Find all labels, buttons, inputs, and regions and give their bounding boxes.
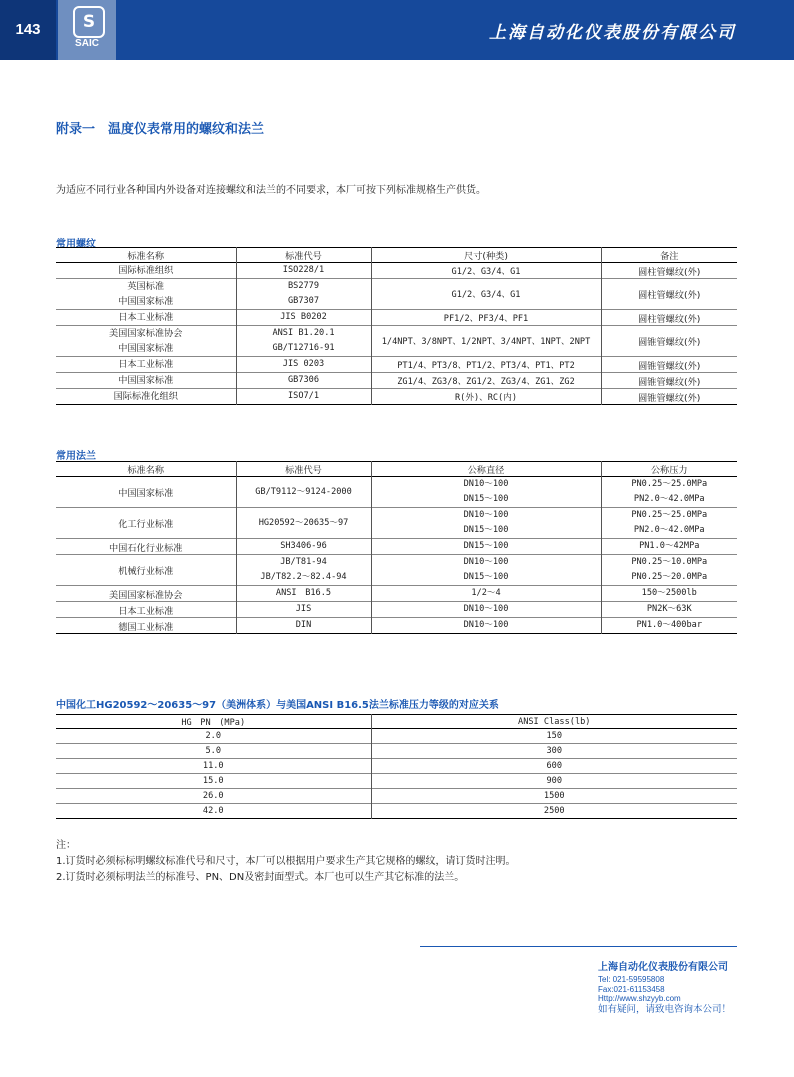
table-row <box>56 729 737 744</box>
threads-header-code: 标准代号 <box>236 248 371 263</box>
flange-dn <box>371 508 601 539</box>
table-row <box>56 508 737 539</box>
flange-pn-line: PN2.0～42.0MPa <box>633 494 705 504</box>
thread-note: 圆柱管螺纹(外) <box>601 263 737 279</box>
flange-dn-line: DN15～100 <box>463 541 509 551</box>
thread-name-line: 美国国家标准协会 <box>109 328 183 339</box>
thread-name-line: 日本工业标准 <box>118 312 174 323</box>
ansi-class-value: 600 <box>371 759 737 774</box>
thread-name-line: 中国国家标准 <box>118 296 174 307</box>
ansi-class-value: 1500 <box>371 789 737 804</box>
thread-code-line: JIS B0202 <box>280 312 327 322</box>
thread-code-line: ISO228/1 <box>282 265 325 275</box>
flange-dn-line: 1/2～4 <box>471 588 501 598</box>
flange-dn-line: DN15～100 <box>463 525 509 535</box>
table-row <box>56 477 737 508</box>
table-row <box>56 263 737 279</box>
flanges-section-title: 常用法兰 <box>56 451 96 462</box>
threads-header-size: 尺寸(种类) <box>371 248 601 263</box>
flange-pn <box>601 508 737 539</box>
flange-name: 化工行业标准 <box>118 519 174 530</box>
flange-name: 中国石化行业标准 <box>109 542 183 554</box>
thread-size: PT1/4、PT3/8、PT1/2、PT3/4、PT1、PT2 <box>371 357 601 373</box>
footer-web[interactable]: Http://www.shzyyb.com <box>598 994 681 1003</box>
note-item: 1.订货时必须标标明螺纹标准代号和尺寸，本厂可以根据用户要求生产其它规格的螺纹，请订货时注明。 <box>56 856 516 867</box>
pressure-table <box>56 714 737 819</box>
thread-name-line: 国际标准化组织 <box>113 391 178 402</box>
flange-dn <box>371 477 601 508</box>
thread-code-line: JIS 0203 <box>282 359 325 369</box>
page-header <box>0 0 794 60</box>
flange-code <box>236 586 371 602</box>
notes-label: 注： <box>56 840 76 851</box>
flange-pn-line: PN2K～63K <box>646 604 692 614</box>
flange-dn-line: DN10～100 <box>463 620 509 630</box>
table-row <box>56 759 737 774</box>
thread-code-line: BS2779 <box>287 281 320 291</box>
thread-code <box>236 389 371 405</box>
footer-tel: Tel: 021-59595808 <box>598 975 665 984</box>
footer-fax: Fax:021-61153458 <box>598 984 665 994</box>
table-row <box>56 310 737 326</box>
flange-dn-line: DN15～100 <box>463 494 509 504</box>
flange-dn <box>371 618 601 634</box>
thread-name <box>56 326 236 357</box>
thread-code-line: ANSI B1.20.1 <box>272 328 335 338</box>
table-row <box>56 539 737 555</box>
flange-pn-line: 150～2500lb <box>641 588 697 598</box>
intro-text: 为适应不同行业各种国内外设备对连接螺纹和法兰的不同要求，本厂可按下列标准规格生产供货。 <box>56 185 486 196</box>
flange-code <box>236 539 371 555</box>
thread-note: 圆柱管螺纹(外) <box>601 279 737 310</box>
page-number: 143 <box>0 0 56 60</box>
saic-logo-icon: S <box>73 6 105 38</box>
threads-header-name: 标准名称 <box>127 251 165 262</box>
footer-company: 上海自动化仪表股份有限公司 <box>598 962 728 973</box>
ansi-class-value: 150 <box>371 729 737 744</box>
thread-code <box>236 310 371 326</box>
flange-pn <box>601 555 737 586</box>
flange-code <box>236 602 371 618</box>
flange-dn-line: DN10～100 <box>463 510 509 520</box>
thread-code-line: ISO7/1 <box>287 391 320 401</box>
flange-dn <box>371 602 601 618</box>
flange-code-line: JIS <box>295 604 312 614</box>
flange-name: 日本工业标准 <box>118 605 174 617</box>
flange-pn-line: PN0.25～10.0MPa <box>631 557 708 567</box>
threads-header-note: 备注 <box>601 248 737 263</box>
flanges-header-pn: 公称压力 <box>601 462 737 477</box>
thread-name-line: 中国国家标准 <box>118 343 174 354</box>
hg-pn-value: 5.0 <box>205 746 222 756</box>
flanges-table <box>56 461 737 634</box>
flange-dn-line: DN10～100 <box>463 479 509 489</box>
thread-name-line: 国际标准组织 <box>118 265 174 276</box>
thread-code <box>236 373 371 389</box>
flanges-header-code: 标准代号 <box>236 462 371 477</box>
flange-code <box>236 508 371 539</box>
thread-note: 圆柱管螺纹(外) <box>601 310 737 326</box>
flange-name: 美国国家标准协会 <box>109 589 183 601</box>
flange-code <box>236 477 371 508</box>
thread-code <box>236 326 371 357</box>
flange-code-line: SH3406-96 <box>280 541 327 551</box>
table-row <box>56 373 737 389</box>
thread-size: R(外)、RC(内) <box>371 389 601 405</box>
thread-note: 圆锥管螺纹(外) <box>601 326 737 357</box>
company-name: 上海自动化仪表股份有限公司 <box>489 23 736 43</box>
thread-code-line: GB/T12716-91 <box>272 343 335 353</box>
table-row <box>56 389 737 405</box>
ansi-class-value: 900 <box>371 774 737 789</box>
flanges-header-name: 标准名称 <box>127 465 165 476</box>
flange-code-line: JB/T82.2～82.4-94 <box>260 572 347 582</box>
thread-note: 圆锥管螺纹(外) <box>601 389 737 405</box>
table-row <box>56 555 737 586</box>
table-row <box>56 744 737 759</box>
saic-logo <box>58 0 116 60</box>
flange-pn <box>601 539 737 555</box>
table-row <box>56 326 737 357</box>
hg-pn-value: 26.0 <box>202 791 224 801</box>
thread-note: 圆锥管螺纹(外) <box>601 373 737 389</box>
table-row <box>56 789 737 804</box>
flange-pn-line: PN1.0～42MPa <box>639 541 700 551</box>
table-row <box>56 774 737 789</box>
hg-pn-value: 42.0 <box>202 806 224 816</box>
table-row <box>56 357 737 373</box>
logo-text: SAIC <box>75 38 99 49</box>
table-row <box>56 279 737 310</box>
flange-dn <box>371 586 601 602</box>
thread-name-line: 日本工业标准 <box>118 359 174 370</box>
flange-code <box>236 618 371 634</box>
thread-name-line: 英国标准 <box>127 281 165 292</box>
flange-code-line: HG20592～20635～97 <box>258 517 349 528</box>
flange-pn <box>601 586 737 602</box>
flange-dn-line: DN10～100 <box>463 557 509 567</box>
thread-size: PF1/2、PF3/4、PF1 <box>371 310 601 326</box>
flange-dn <box>371 555 601 586</box>
flange-pn <box>601 477 737 508</box>
flange-code-line: GB/T9112～9124-2000 <box>255 486 352 497</box>
thread-size: G1/2、G3/4、G1 <box>371 279 601 310</box>
flange-name: 中国国家标准 <box>118 488 174 499</box>
flange-code-line: ANSI B16.5 <box>275 588 332 598</box>
threads-section-title: 常用螺纹 <box>56 239 96 250</box>
pressure-header-ansi: ANSI Class(lb) <box>371 715 737 729</box>
flange-code <box>236 555 371 586</box>
flange-pn <box>601 618 737 634</box>
thread-name <box>56 373 236 389</box>
pressure-header-hg: HG PN (MPa) <box>181 717 246 728</box>
flanges-header-dn: 公称直径 <box>371 462 601 477</box>
thread-code <box>236 357 371 373</box>
table-row <box>56 618 737 634</box>
table-row <box>56 586 737 602</box>
footer-contact <box>598 962 731 1015</box>
thread-code <box>236 279 371 310</box>
hg-pn-value: 2.0 <box>205 731 222 741</box>
flange-pn <box>601 602 737 618</box>
table-row <box>56 602 737 618</box>
hg-pn-value: 11.0 <box>202 761 224 771</box>
flange-pn-line: PN0.25～25.0MPa <box>631 479 708 489</box>
thread-size: ZG1/4、ZG3/8、ZG1/2、ZG3/4、ZG1、ZG2 <box>371 373 601 389</box>
thread-note: 圆锥管螺纹(外) <box>601 357 737 373</box>
flange-name: 德国工业标准 <box>118 621 174 633</box>
threads-table <box>56 247 737 405</box>
thread-name-line: 中国国家标准 <box>118 375 174 386</box>
hg-pn-value: 15.0 <box>202 776 224 786</box>
thread-code-line: GB7306 <box>287 375 320 385</box>
table-row <box>56 804 737 819</box>
thread-code <box>236 263 371 279</box>
ansi-class-value: 2500 <box>371 804 737 819</box>
flange-dn-line: DN15～100 <box>463 572 509 582</box>
page-title: 附录一 温度仪表常用的螺纹和法兰 <box>56 122 265 137</box>
ansi-class-value: 300 <box>371 744 737 759</box>
flange-pn-line: PN1.0～400bar <box>636 620 702 630</box>
note-item: 2.订货时必须标明法兰的标准号、PN、DN及密封面型式。本厂也可以生产其它标准的法兰。 <box>56 872 465 883</box>
thread-name <box>56 310 236 326</box>
flange-code-line: DIN <box>295 620 312 630</box>
flange-dn-line: DN10～100 <box>463 604 509 614</box>
thread-code-line: GB7307 <box>287 296 320 306</box>
thread-name <box>56 389 236 405</box>
footer-cta: 如有疑问，请致电咨询本公司！ <box>598 1003 732 1015</box>
thread-name <box>56 279 236 310</box>
flange-code-line: JB/T81-94 <box>280 557 327 567</box>
thread-size: 1/4NPT、3/8NPT、1/2NPT、3/4NPT、1NPT、2NPT <box>371 326 601 357</box>
flange-name: 机械行业标准 <box>118 566 174 577</box>
flange-pn-line: PN0.25～20.0MPa <box>631 572 708 582</box>
thread-name <box>56 263 236 279</box>
flange-pn-line: PN0.25～25.0MPa <box>631 510 708 520</box>
footer-divider <box>420 946 737 947</box>
pressure-section-title: 中国化工HG20592～20635～97（美洲体系）与美国ANSI B16.5法兰标准压力等级的对应关系 <box>56 700 499 711</box>
thread-name <box>56 357 236 373</box>
flange-dn <box>371 539 601 555</box>
flange-pn-line: PN2.0～42.0MPa <box>633 525 705 535</box>
thread-size: G1/2、G3/4、G1 <box>371 263 601 279</box>
notes <box>56 838 516 886</box>
